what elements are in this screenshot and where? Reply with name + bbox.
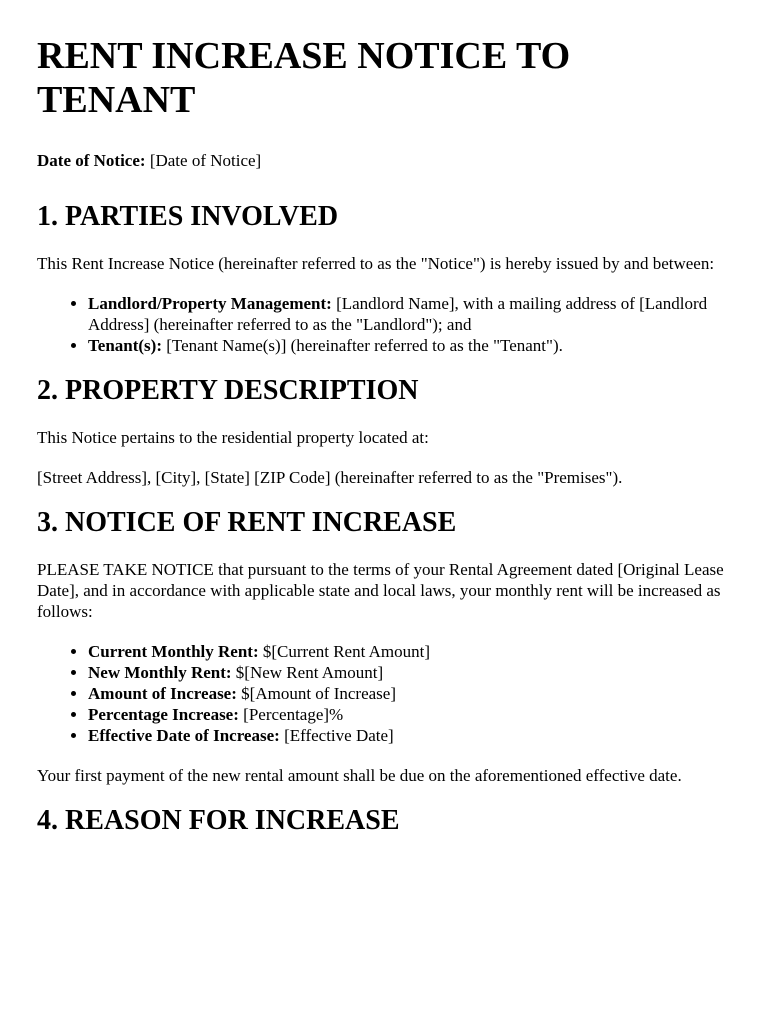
current-rent-value: $[Current Rent Amount] [258,642,431,661]
document-title: RENT INCREASE NOTICE TO TENANT [37,35,571,121]
list-item-increase-amount [88,683,734,704]
increase-amount-value: $[Amount of Increase] [236,684,396,703]
percentage-value: [Percentage]% [238,705,344,724]
section-reason [37,805,734,837]
tenant-label: Tenant(s): [88,336,162,355]
property-intro: This Notice pertains to the residential property located at: [37,428,429,447]
property-address: [Street Address], [City], [State] [ZIP Code] (hereinafter referred to as the "Premises"). [37,468,623,487]
list-item-new-rent [88,662,734,683]
section-heading-reason: 4. REASON FOR INCREASE [37,805,400,836]
new-rent-value: $[New Rent Amount] [231,663,384,682]
list-item-effective-date [88,725,734,746]
section-parties [37,201,734,356]
date-of-notice [37,150,734,171]
current-rent-label: Current Monthly Rent: [88,642,259,661]
list-item-landlord [88,293,734,335]
landlord-text: [Landlord Name], with a mailing address of [Landlord Address] (hereinafter referred to as the "Landlord"); and [88,294,708,334]
rent-details-list [37,641,734,746]
list-item-current-rent [88,641,734,662]
section-heading-parties: 1. PARTIES INVOLVED [37,201,339,232]
tenant-text: [Tenant Name(s)] (hereinafter referred to as the "Tenant"). [162,336,563,355]
notice-closing: Your first payment of the new rental amount shall be due on the aforementioned effective date. [37,766,682,785]
notice-intro: PLEASE TAKE NOTICE that pursuant to the terms of your Rental Agreement dated [Original Lease Date], and in accordance with applicable state and local laws, your monthly rent will be increased as follows: [37,560,724,621]
new-rent-label: New Monthly Rent: [88,663,232,682]
date-of-notice-value: [Date of Notice] [145,151,262,170]
effective-date-value: [Effective Date] [279,726,394,745]
list-item-percentage [88,704,734,725]
date-of-notice-label: Date of Notice: [37,151,146,170]
section-heading-property: 2. PROPERTY DESCRIPTION [37,375,419,406]
parties-list [37,293,734,356]
increase-amount-label: Amount of Increase: [88,684,237,703]
percentage-label: Percentage Increase: [88,705,239,724]
parties-intro: This Rent Increase Notice (hereinafter referred to as the "Notice") is hereby issued by and between: [37,254,715,273]
section-notice [37,507,734,786]
section-heading-notice: 3. NOTICE OF RENT INCREASE [37,507,457,538]
section-property [37,375,734,488]
list-item-tenant [88,335,734,356]
landlord-label: Landlord/Property Management: [88,294,332,313]
effective-date-label: Effective Date of Increase: [88,726,280,745]
